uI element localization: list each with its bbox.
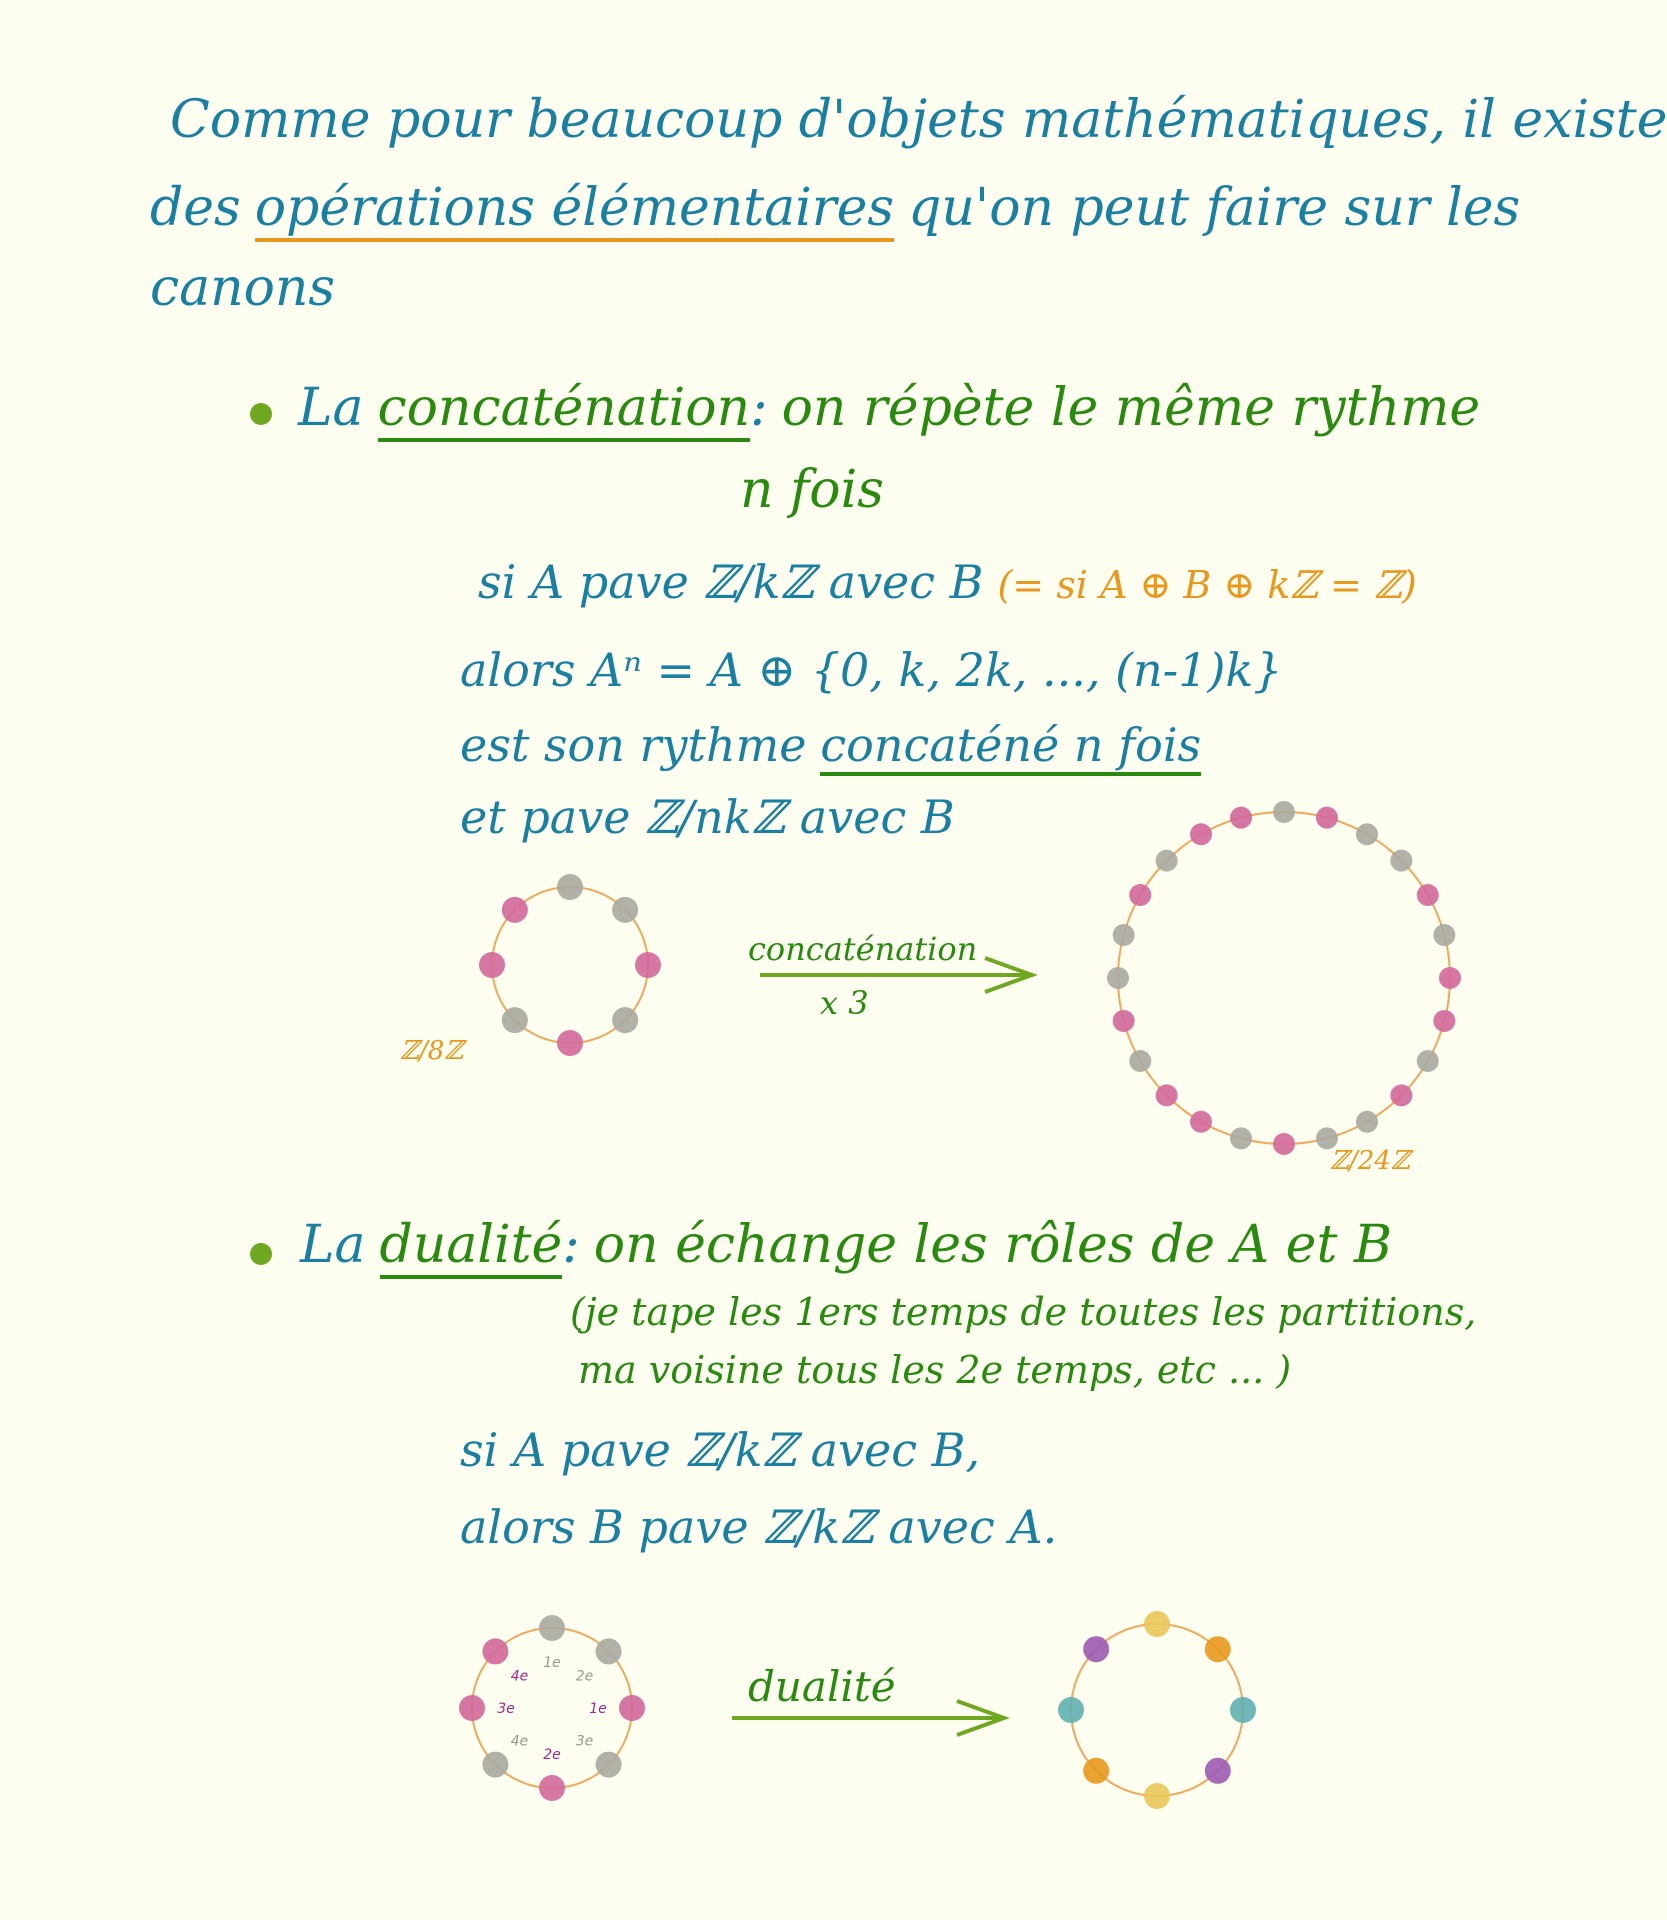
ring-big-dot-pink xyxy=(1273,1133,1295,1155)
intro-line-1: Comme pour beaucoup d'objets mathématiques, il existe xyxy=(170,90,1667,150)
ring-small-label: ℤ/8ℤ xyxy=(400,1036,464,1066)
ring-big-dot-pink xyxy=(1190,1111,1212,1133)
ring-big-dot-gray xyxy=(1433,924,1455,946)
ring-dual-left-dot-gray xyxy=(596,1752,622,1778)
ring-small-dot-gray xyxy=(502,1007,528,1033)
ring-big-dot-gray xyxy=(1107,967,1129,989)
ring-dual-left-dot-gray xyxy=(482,1752,508,1778)
ring-dual-left-dot-pink xyxy=(539,1775,565,1801)
ring-big-dot-pink xyxy=(1439,967,1461,989)
ring-big-dot-gray xyxy=(1417,1050,1439,1072)
dualite-note-line-2: ma voisine tous les 2e temps, etc ... ) xyxy=(578,1348,1292,1392)
concatenation-term: concaténation xyxy=(378,378,751,442)
dual-left-label: 2e xyxy=(575,1668,594,1685)
dualite-formula-1: si A pave ℤ/kℤ avec B, xyxy=(460,1423,981,1477)
dualite-colon: : xyxy=(562,1215,580,1275)
ring-big-dot-pink xyxy=(1156,1084,1178,1106)
ring-big-dot-gray xyxy=(1129,1050,1151,1072)
ring-dual-left-dot-pink xyxy=(459,1695,485,1721)
dualite-prefix: La xyxy=(300,1215,366,1275)
ring-dual-right-dot-teal xyxy=(1058,1697,1084,1723)
dual-left-label: 3e xyxy=(497,1701,515,1717)
dual-left-labels xyxy=(497,1655,607,1763)
ring-small-dot-pink xyxy=(479,952,505,978)
ring-dual-right-dot-purple xyxy=(1083,1636,1109,1662)
ring-big xyxy=(1107,801,1461,1155)
dual-left-label: 1e xyxy=(589,1701,607,1717)
ring-small xyxy=(479,874,661,1056)
ring-big-dot-gray xyxy=(1356,823,1378,845)
ring-big-dot-pink xyxy=(1190,823,1212,845)
intro-line-3: canons xyxy=(150,258,336,318)
ring-dual-right-dot-orange xyxy=(1205,1636,1231,1662)
ring-big-dot-pink xyxy=(1230,807,1252,829)
ring-dual-left xyxy=(459,1615,645,1801)
concatenation-prefix: La xyxy=(298,378,364,438)
ring-big-dot-pink xyxy=(1316,807,1338,829)
concatenation-arrow-label: concaténation xyxy=(748,930,978,968)
ring-dual-left-dot-pink xyxy=(482,1638,508,1664)
concatenation-desc-line-1: on répète le même rythme xyxy=(781,378,1481,438)
dualite-desc: on échange les rôles de A et B xyxy=(593,1215,1393,1275)
dual-left-label: 1e xyxy=(543,1655,561,1671)
dual-left-label: 4e xyxy=(510,1733,529,1750)
ring-dual-right-dot-teal xyxy=(1230,1697,1256,1723)
ring-dual-left-dot-gray xyxy=(539,1615,565,1641)
ring-dual-left-dot-gray xyxy=(596,1638,622,1664)
ring-big-label: ℤ/24ℤ xyxy=(1330,1146,1410,1176)
intro-line-2-suffix: qu'on peut faire sur les xyxy=(908,178,1521,238)
ring-big-dot-gray xyxy=(1156,850,1178,872)
dualite-formula-2: alors B pave ℤ/kℤ avec A. xyxy=(460,1500,1058,1554)
ring-small-dot-pink xyxy=(635,952,661,978)
dualite-arrow-label: dualité xyxy=(748,1662,896,1711)
formula-3-prefix: est son rythme xyxy=(460,718,807,772)
dual-left-label: 3e xyxy=(575,1733,594,1750)
ring-dual-right-dot-yellow xyxy=(1144,1783,1170,1809)
concatenation-arrow-icon xyxy=(760,958,1032,992)
concatenation-formula-2: alors Aⁿ = A ⊕ {0, k, 2k, ..., (n-1)k} xyxy=(460,643,1283,697)
ring-small-dot-pink xyxy=(557,1030,583,1056)
ring-dual-left-dot-pink xyxy=(619,1695,645,1721)
ring-big-dot-gray xyxy=(1113,924,1135,946)
ring-dual-right-dot-orange xyxy=(1083,1758,1109,1784)
concatenation-arrow-sub: x 3 xyxy=(820,984,869,1022)
dual-left-label: 2e xyxy=(543,1747,561,1763)
dual-left-label: 4e xyxy=(510,1668,529,1685)
formula-1-main: si A pave ℤ/kℤ avec B xyxy=(478,555,984,609)
concatenation-formula-4: et pave ℤ/nkℤ avec B xyxy=(460,790,955,844)
ring-big-dot-pink xyxy=(1113,1010,1135,1032)
ring-big-dot-gray xyxy=(1356,1111,1378,1133)
concatenation-desc-line-2: n fois xyxy=(740,460,884,520)
ring-dual-right-dot-purple xyxy=(1205,1758,1231,1784)
formula-1-note: (= si A ⊕ B ⊕ kℤ = ℤ) xyxy=(997,563,1417,607)
ring-dual-right-dot-yellow xyxy=(1144,1611,1170,1637)
concatenation-colon: : xyxy=(750,378,768,438)
ring-big-dot-gray xyxy=(1390,850,1412,872)
intro-line-2-prefix: des xyxy=(150,178,241,238)
formula-3-highlight: concaténé n fois xyxy=(820,718,1201,776)
ring-dual-right xyxy=(1058,1611,1256,1809)
ring-small-dot-gray xyxy=(612,1007,638,1033)
ring-big-dot-pink xyxy=(1390,1084,1412,1106)
ring-small-dot-gray xyxy=(557,874,583,900)
ring-big-dot-gray xyxy=(1230,1127,1252,1149)
ring-small-dot-pink xyxy=(502,897,528,923)
ring-big-dot-pink xyxy=(1417,884,1439,906)
dualite-arrow-icon xyxy=(732,1701,1004,1735)
ring-big-dot-pink xyxy=(1129,884,1151,906)
dualite-note-line-1: (je tape les 1ers temps de toutes les partitions, xyxy=(570,1290,1477,1334)
dualite-term: dualité xyxy=(380,1215,563,1279)
ring-big-dot-gray xyxy=(1316,1127,1338,1149)
ring-big-dot-pink xyxy=(1433,1010,1455,1032)
ring-big-dot-gray xyxy=(1273,801,1295,823)
ring-small-dot-gray xyxy=(612,897,638,923)
intro-highlight: opérations élémentaires xyxy=(255,178,894,242)
